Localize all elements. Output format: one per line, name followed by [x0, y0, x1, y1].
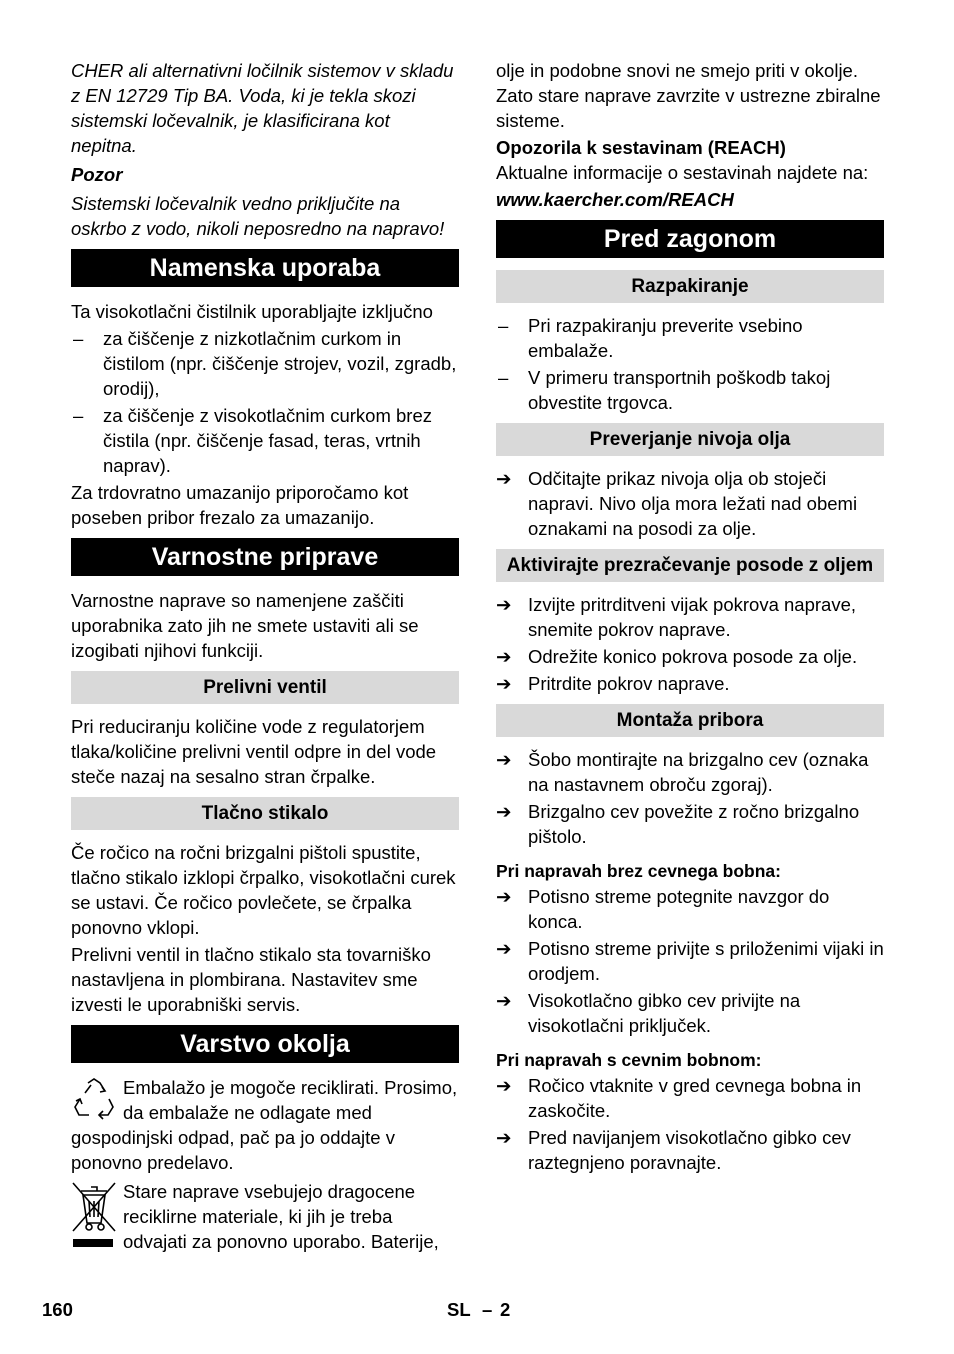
s2b-paragraph-2: Prelivni ventil in tlačno stikalo sta tovarniško nastavljena in plombirana. Nastavitev sme izvesti le uporabniški servis.	[71, 944, 431, 1015]
intro-text: CHER ali alternativni ločilnik sistemov v skladu z EN 12729 Tip BA. Voda, ki je tekla skozi sistemski ločevalnik, je klasificirana kot nepitna.	[71, 60, 454, 156]
recycle-icon	[71, 1077, 117, 1123]
recycle-block	[71, 1075, 459, 1175]
right-column	[496, 58, 884, 1177]
list-item: – Pri razpakiranju preverite vsebino embalaže.	[498, 315, 803, 361]
arrow-icon: ➔	[496, 938, 512, 959]
list-item: ➔ Odrežite konico pokrova posode za olje.	[496, 646, 858, 667]
list-item: – za čiščenje z visokotlačnim curkom brez čistila (npr. čiščenje fasad, teras, vrtnih naprav).	[73, 405, 432, 476]
subheading-preverjanje-nivoja-olja: Preverjanje nivoja olja	[496, 423, 884, 456]
arrow-icon: ➔	[496, 646, 512, 667]
reach-title: Opozorila k sestavinam (REACH)	[496, 137, 786, 158]
list-item: ➔ Pritrdite pokrov naprave.	[496, 673, 730, 694]
page-number: 160	[42, 1299, 73, 1320]
list-item: – za čiščenje z nizkotlačnim curkom in čistilom (npr. čiščenje strojev, vozil, zgradb, orodij),	[73, 328, 457, 399]
subheading-prelivni-ventil: Prelivni ventil	[71, 671, 459, 704]
list-item: ➔ Izvijte pritrditveni vijak pokrova naprave, snemite pokrov naprave.	[496, 594, 857, 640]
subsection-title-brez-bobna: Pri napravah brez cevnega bobna:	[496, 861, 781, 881]
section-heading-namenska-uporaba: Namenska uporaba	[71, 249, 459, 287]
dash-marker: –	[498, 367, 509, 388]
list-item: ➔ Šobo montirajte na brizgalno cev (oznaka na nastavnem obroču zgoraj).	[496, 749, 869, 795]
list-item: ➔ Potisno streme privijte s priloženimi vijaki in orodjem.	[496, 938, 884, 984]
arrow-icon: ➔	[496, 1075, 512, 1096]
footer-language: SL	[447, 1299, 471, 1320]
arrow-icon: ➔	[496, 801, 512, 822]
arrow-icon: ➔	[496, 1127, 512, 1148]
dash-marker: –	[498, 315, 509, 336]
list-item: ➔ Ročico vtaknite v gred cevnega bobna in zaskočite.	[496, 1075, 862, 1121]
caution-text: Sistemski ločevalnik vedno priključite na oskrbo z vodo, nikoli neposredno na napravo!	[71, 193, 445, 239]
left-column	[71, 58, 459, 1256]
s2-paragraph: Varnostne naprave so namenjene zaščiti uporabnika zato jih ne smete ustaviti ali se izogibati njihovi funkciji.	[71, 590, 419, 661]
arrow-icon: ➔	[496, 468, 512, 489]
subheading-montaza-pribora: Montaža pribora	[496, 704, 884, 737]
subsection-title-s-bobnom: Pri napravah s cevnim bobnom:	[496, 1050, 762, 1070]
footer-separator: –	[482, 1299, 493, 1320]
footer-section-number: 2	[500, 1299, 511, 1320]
list-item: ➔ Visokotlačno gibko cev privijte na visokotlačni priključek.	[496, 990, 801, 1036]
reach-text: Aktualne informacije o sestavinah najdete na:	[496, 162, 869, 183]
arrow-icon: ➔	[496, 886, 512, 907]
section-heading-pred-zagonom: Pred zagonom	[496, 220, 884, 258]
s1-paragraph: Ta visokotlačni čistilnik uporabljajte izključno	[71, 301, 433, 322]
recycle-text: Embalažo je mogoče reciklirati. Prosimo, da embalaže ne odlagate med gospodinjski odpad, pač pa jo oddajte v ponovno predelavo.	[71, 1077, 458, 1173]
list-item: ➔ Potisno streme potegnite navzgor do konca.	[496, 886, 830, 932]
s2b-paragraph: Če ročico na ročni brizgalni pištoli spustite, tlačno stikalo izklopi črpalko, visokotlačni curek se ustavi. Če ročico povlečete, se črpalka ponovno vklopi.	[71, 842, 456, 938]
arrow-icon: ➔	[496, 673, 512, 694]
weee-text: Stare naprave vsebujejo dragocene reciklirne materiale, ki jih je treba odvajati za ponovno uporabo. Baterije,	[123, 1181, 439, 1252]
arrow-icon: ➔	[496, 749, 512, 770]
reach-url: www.kaercher.com/REACH	[496, 189, 734, 210]
section-heading-varstvo-okolja: Varstvo okolja	[71, 1025, 459, 1063]
subheading-razpakiranje: Razpakiranje	[496, 270, 884, 303]
subheading-tlacno-stikalo: Tlačno stikalo	[71, 797, 459, 830]
s2a-paragraph: Pri reduciranju količine vode z regulatorjem tlaka/količine prelivni ventil odpre in del vode steče nazaj na sesalno stran črpalke.	[71, 716, 437, 787]
list-item: ➔ Brizgalno cev povežite z ročno brizgalno pištolo.	[496, 801, 860, 847]
caution-title: Pozor	[71, 164, 123, 185]
crossed-bin-icon	[71, 1181, 117, 1253]
list-item: ➔ Pred navijanjem visokotlačno gibko cev raztegnjeno poravnajte.	[496, 1127, 851, 1173]
dash-marker: –	[73, 405, 84, 426]
arrow-icon: ➔	[496, 594, 512, 615]
subheading-aktivirajte-prezracevanje: Aktivirajte prezračevanje posode z oljem	[496, 549, 884, 582]
list-item: – V primeru transportnih poškodb takoj obvestite trgovca.	[498, 367, 831, 413]
continued-text: olje in podobne snovi ne smejo priti v okolje. Zato stare naprave zavrzite v ustrezne zbiralne sisteme.	[496, 60, 881, 131]
arrow-icon: ➔	[496, 990, 512, 1011]
s1-paragraph-2: Za trdovratno umazanijo priporočamo kot poseben pribor frezalo za umazanijo.	[71, 482, 409, 528]
dash-marker: –	[73, 328, 84, 349]
list-item: ➔ Odčitajte prikaz nivoja olja ob stoječi napravi. Nivo olja mora ležati nad obemi oznakami na posodi za olje.	[496, 468, 858, 539]
section-heading-varnostne-priprave: Varnostne priprave	[71, 538, 459, 576]
weee-block	[71, 1179, 459, 1254]
